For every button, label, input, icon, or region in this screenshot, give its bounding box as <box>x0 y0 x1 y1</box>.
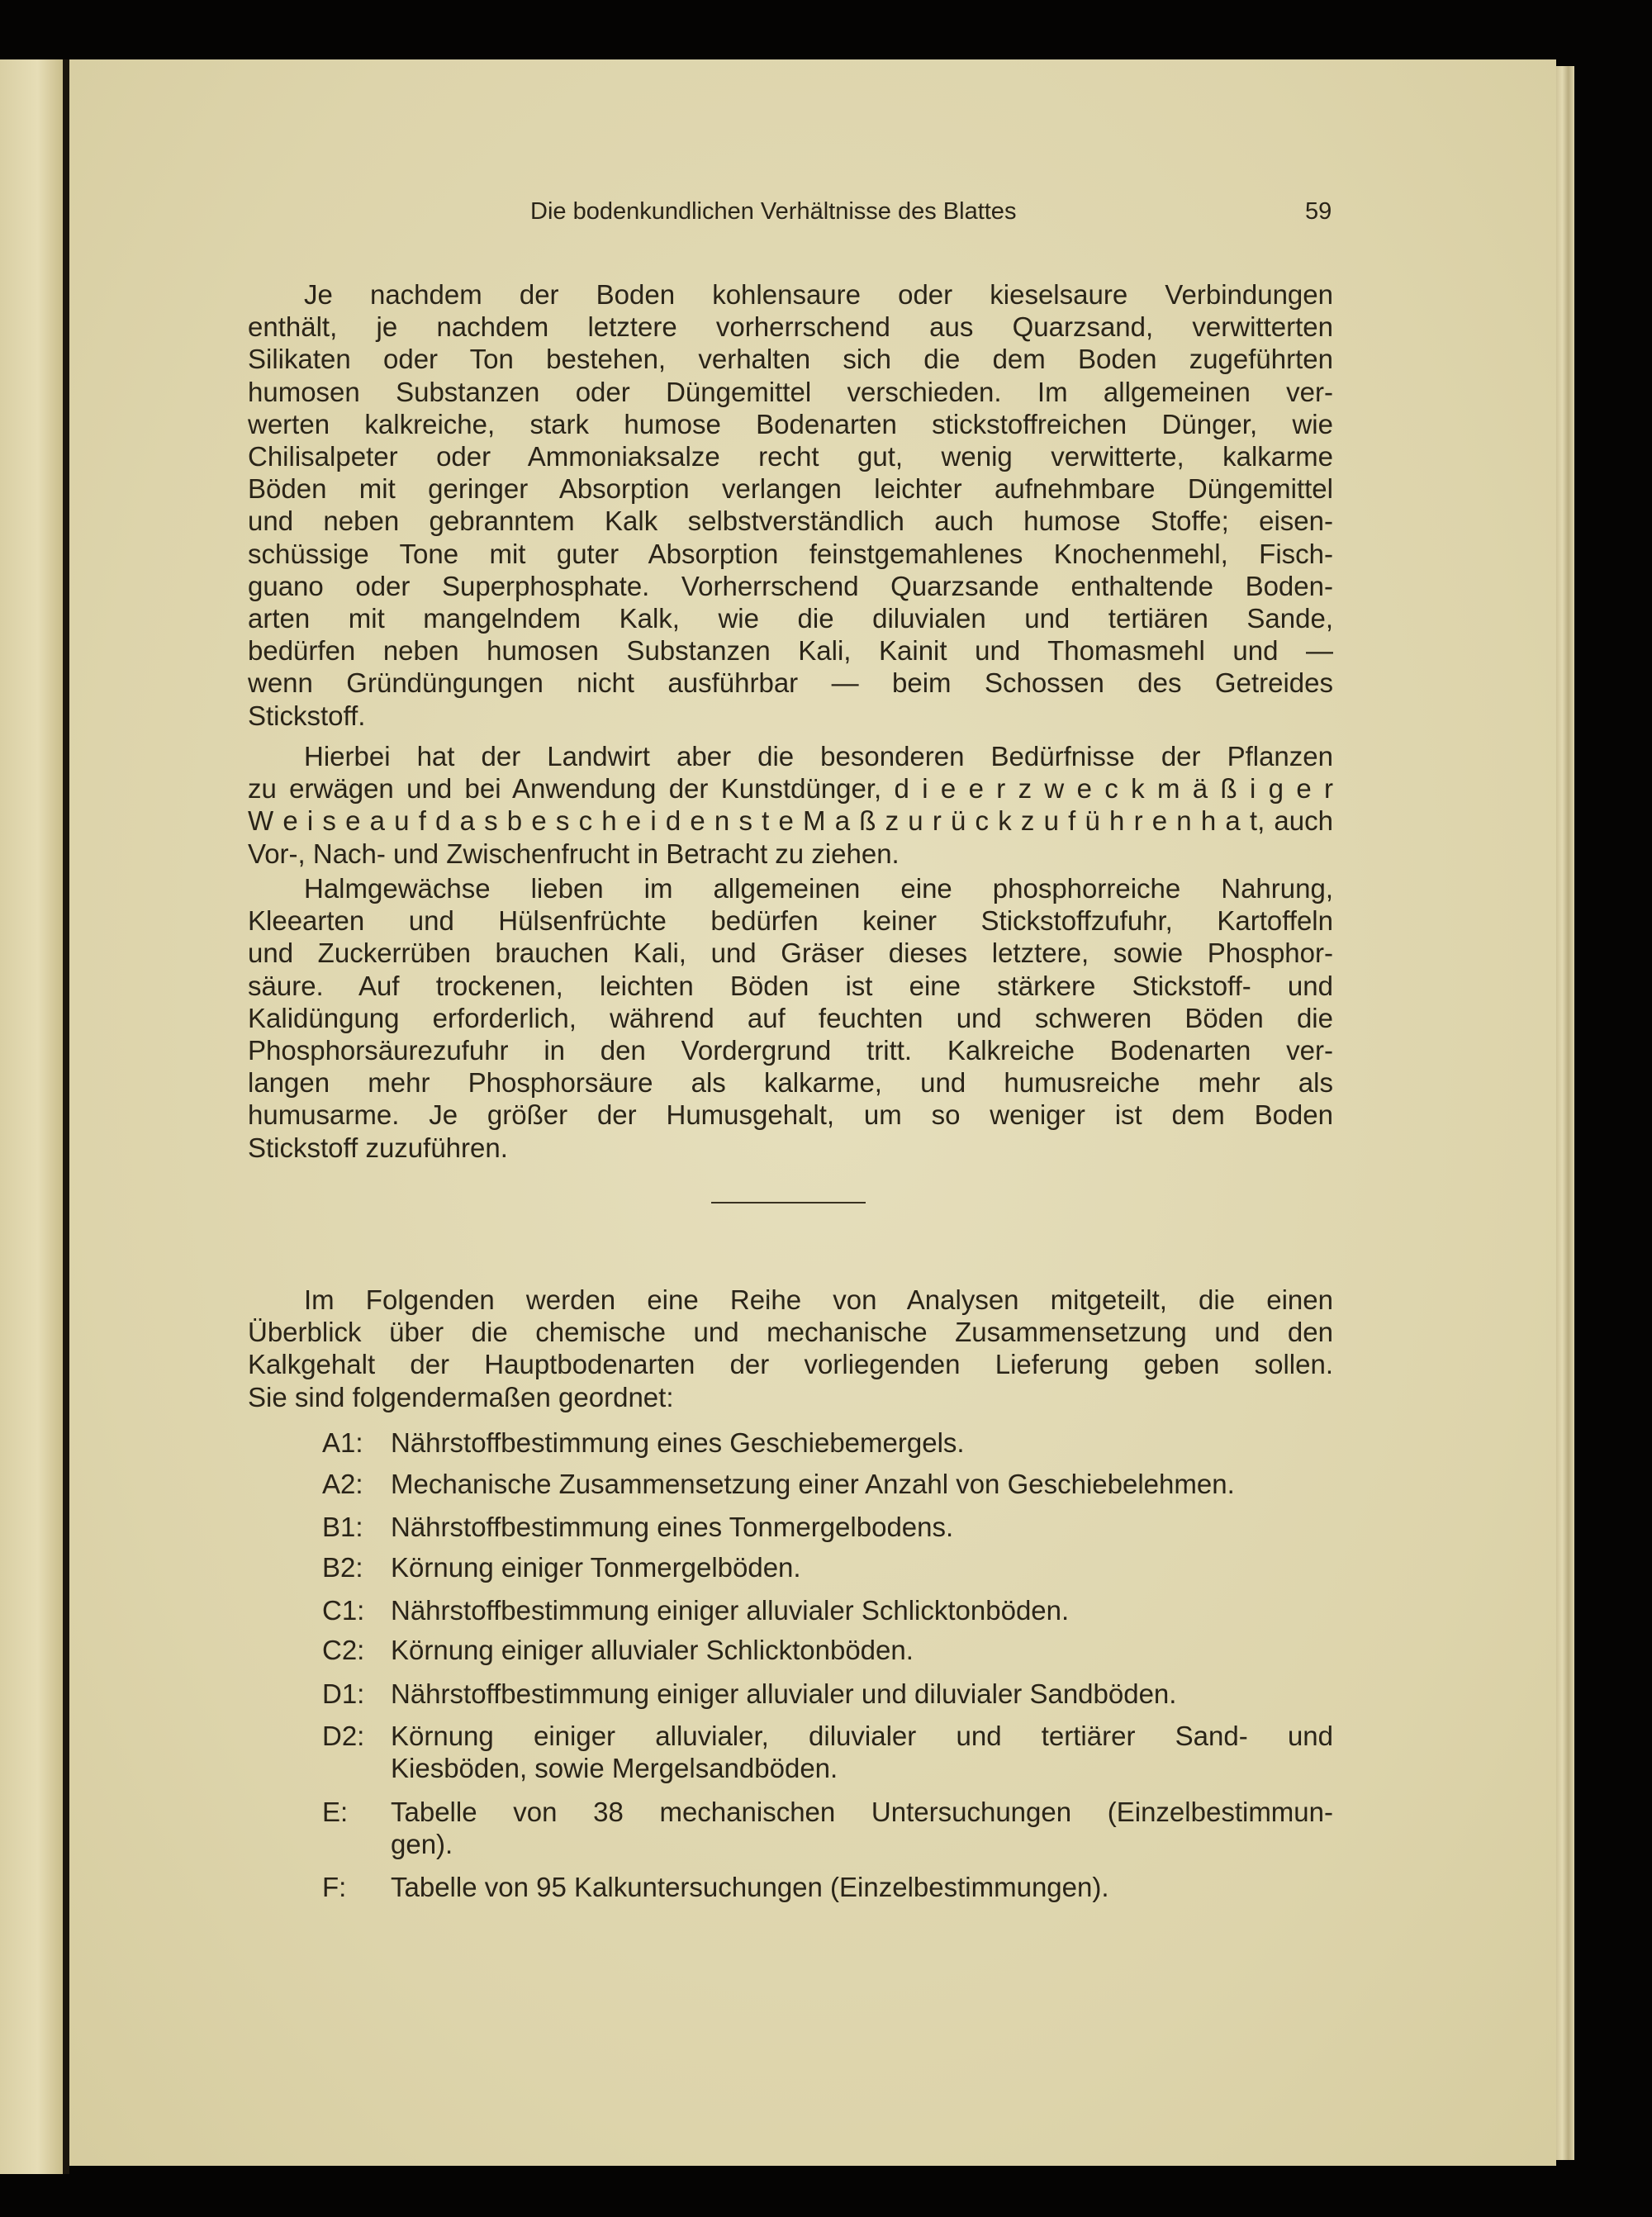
list-item: Nährstoffbestimmung eines Geschiebemergels. <box>391 1427 965 1458</box>
text-line: Kalidüngung erforderlich, während auf feuchten und schweren Böden die <box>248 1002 1333 1033</box>
list-label: F: <box>322 1872 347 1902</box>
text-line: Kalkgehalt der Hauptbodenarten der vorliegenden Lieferung geben sollen. <box>248 1349 1333 1380</box>
text-line: zu erwägen und bei Anwendung der Kunstdünger, d i e e r z w e c k m ä ß i g e r <box>248 773 1333 805</box>
text-line: und neben gebranntem Kalk selbstverständlich auch humose Stoffe; eisen- <box>248 506 1333 537</box>
text-line: W e i s e a u f d a s b e s c h e i d e n s t e M a ß z u r ü c k z u f ü h r e n h a t, auch <box>248 805 1333 837</box>
text-line: langen mehr Phosphorsäure als kalkarme, und humusreiche mehr als <box>248 1067 1333 1099</box>
list-label: A2: <box>322 1469 363 1499</box>
text-line: Sie sind folgendermaßen geordnet: <box>248 1381 674 1412</box>
list-label: A1: <box>322 1427 363 1458</box>
list-item: Mechanische Zusammensetzung einer Anzahl von Geschiebelehmen. <box>391 1469 1235 1499</box>
list-item: Nährstoffbestimmung einiger alluvialer Schlicktonböden. <box>391 1595 1070 1626</box>
list-label: C2: <box>322 1635 365 1665</box>
section-divider <box>711 1202 866 1203</box>
text-line: Silikaten oder Ton bestehen, verhalten sich die dem Boden zugeführten <box>248 344 1333 375</box>
page-number: 59 <box>1305 198 1332 225</box>
list-item: Kiesböden, sowie Mergelsandböden. <box>391 1753 838 1784</box>
text-line: Im Folgenden werden eine Reihe von Analysen mitgeteilt, die einen <box>304 1284 1333 1315</box>
list-label: C1: <box>322 1595 365 1626</box>
text-line: humusarme. Je größer der Humusgehalt, um so weniger ist dem Boden <box>248 1099 1333 1131</box>
list-item: Tabelle von 95 Kalkuntersuchungen (Einzelbestimmungen). <box>391 1872 1109 1902</box>
previous-page-edge <box>0 59 63 2174</box>
text-line: schüssige Tone mit guter Absorption feinstgemahlenes Knochenmehl, Fisch- <box>248 538 1333 569</box>
list-item: Nährstoffbestimmung eines Tonmergelbodens. <box>391 1512 954 1542</box>
list-label: B2: <box>322 1552 363 1583</box>
text-line: Überblick über die chemische und mechanische Zusammensetzung und den <box>248 1317 1333 1348</box>
text-line: und Zuckerrüben brauchen Kali, und Gräser dieses letztere, sowie Phosphor- <box>248 938 1333 969</box>
text-line: bedürfen neben humosen Substanzen Kali, Kainit und Thomasmehl und — <box>248 635 1333 667</box>
list-item: Körnung einiger Tonmergelböden. <box>391 1552 801 1583</box>
text-line: wenn Gründüngungen nicht ausführbar — beim Schossen des Getreides <box>248 667 1333 699</box>
text-line: guano oder Superphosphate. Vorherrschend Quarzsande enthaltende Boden- <box>248 570 1333 601</box>
list-label: D2: <box>322 1721 365 1751</box>
text-line: werten kalkreiche, stark humose Bodenarten stickstoffreichen Dünger, wie <box>248 408 1333 439</box>
list-label: B1: <box>322 1512 363 1542</box>
list-item: Nährstoffbestimmung einiger alluvialer und diluvialer Sandböden. <box>391 1678 1177 1709</box>
text-line: Kleearten und Hülsenfrüchte bedürfen keiner Stickstoffzufuhr, Kartoffeln <box>248 905 1333 937</box>
text-line: säure. Auf trockenen, leichten Böden ist eine stärkere Stickstoff- und <box>248 970 1333 1001</box>
text-line: Stickstoff. <box>248 700 366 731</box>
page-edges <box>1556 66 1574 2160</box>
text-line: enthält, je nachdem letztere vorherrschend aus Quarzsand, verwitterten <box>248 311 1333 343</box>
list-item: gen). <box>391 1829 453 1860</box>
running-title: Die bodenkundlichen Verhältnisse des Blattes <box>530 198 1017 225</box>
list-label: E: <box>322 1797 349 1827</box>
text-line: arten mit mangelndem Kalk, wie die diluvialen und tertiären Sande, <box>248 603 1333 634</box>
text-line: Halmgewächse lieben im allgemeinen eine phosphorreiche Nahrung, <box>304 873 1333 904</box>
text-line: humosen Substanzen oder Düngemittel verschieden. Im allgemeinen ver- <box>248 376 1333 407</box>
text-line: Hierbei hat der Landwirt aber die besonderen Bedürfnisse der Pflanzen <box>304 741 1333 771</box>
list-item: Tabelle von 38 mechanischen Untersuchungen (Einzelbestimmun- <box>391 1797 1333 1827</box>
text-line: Stickstoff zuzuführen. <box>248 1132 508 1163</box>
text-line: Je nachdem der Boden kohlensaure oder kieselsaure Verbindungen <box>304 279 1333 310</box>
list-item: Körnung einiger alluvialer, diluvialer und tertiärer Sand- und <box>391 1721 1333 1751</box>
text-line: Böden mit geringer Absorption verlangen leichter aufnehmbare Düngemittel <box>248 473 1333 505</box>
text-line: Chilisalpeter oder Ammoniaksalze recht gut, wenig verwitterte, kalkarme <box>248 441 1333 472</box>
book-gutter <box>63 59 69 2174</box>
list-item: Körnung einiger alluvialer Schlicktonböden. <box>391 1635 914 1665</box>
text-line: Phosphorsäurezufuhr in den Vordergrund tritt. Kalkreiche Bodenarten ver- <box>248 1035 1333 1066</box>
text-line: Vor-, Nach- und Zwischenfrucht in Betracht zu ziehen. <box>248 838 900 869</box>
list-label: D1: <box>322 1678 365 1709</box>
